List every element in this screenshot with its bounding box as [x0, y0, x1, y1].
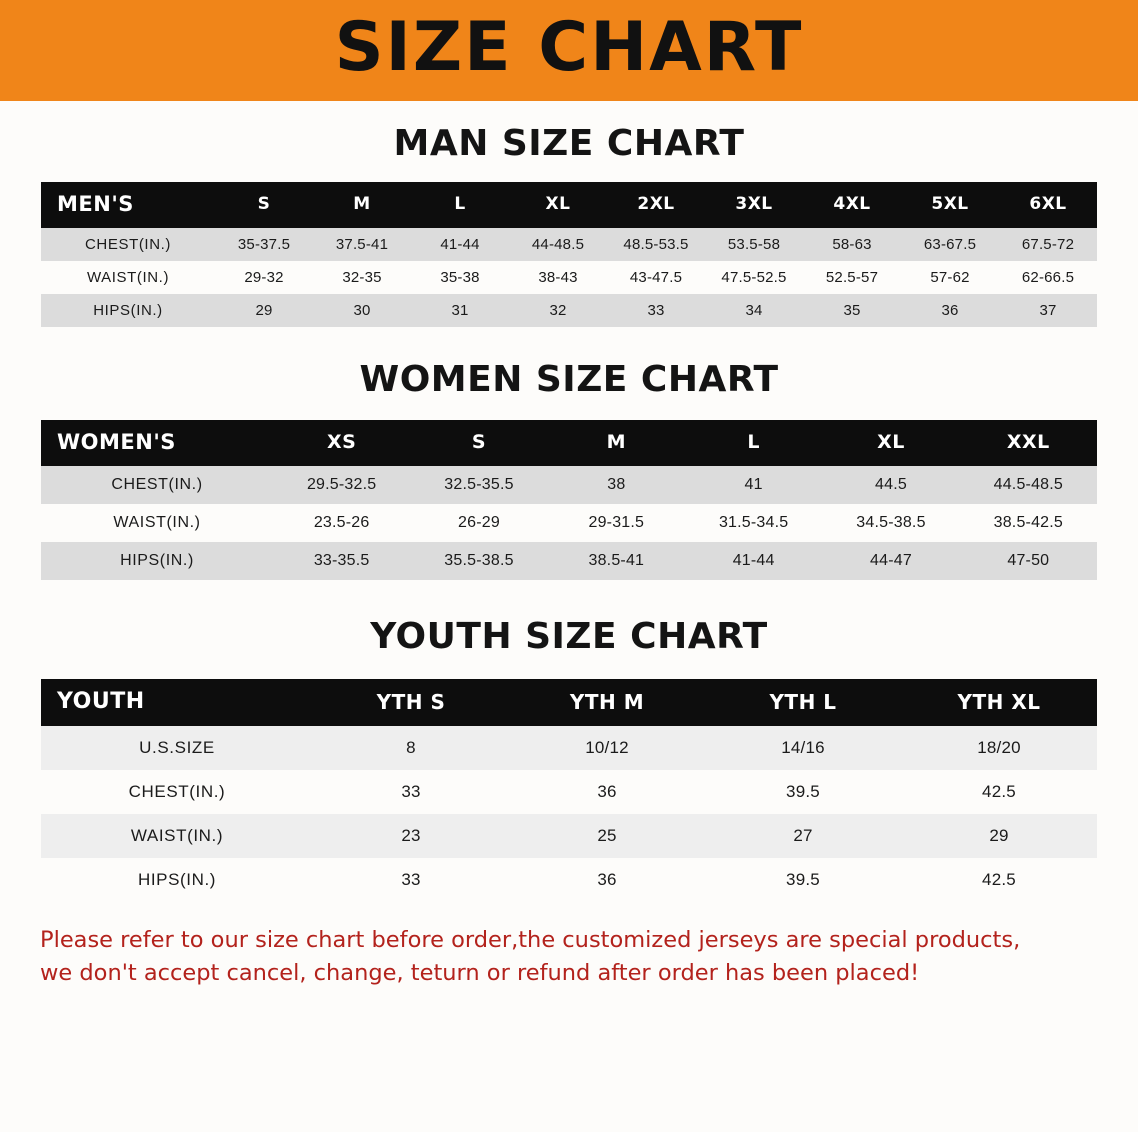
- men-header-m: M: [313, 182, 411, 228]
- men-hips-xl: 32: [509, 294, 607, 327]
- table-row: [41, 294, 1097, 327]
- man-table-wrapper: [41, 182, 1097, 327]
- men-waist-6xl: 62-66.5: [999, 261, 1097, 294]
- men-waist-4xl: 52.5-57: [803, 261, 901, 294]
- women-header-xxl: XXL: [960, 420, 1097, 466]
- women-header-l: L: [685, 420, 822, 466]
- men-row-label-chest: CHEST(IN.): [41, 228, 215, 261]
- men-waist-m: 32-35: [313, 261, 411, 294]
- men-hips-4xl: 35: [803, 294, 901, 327]
- men-header-4xl: 4XL: [803, 182, 901, 228]
- youth-header-m: YTH M: [509, 679, 705, 726]
- women-header-m: M: [548, 420, 685, 466]
- men-waist-5xl: 57-62: [901, 261, 999, 294]
- banner: [0, 0, 1138, 101]
- women-header-s: S: [410, 420, 547, 466]
- youth-size-table: [41, 679, 1097, 902]
- women-header-label: WOMEN'S: [41, 420, 273, 466]
- men-hips-5xl: 36: [901, 294, 999, 327]
- banner-title: SIZE CHART: [334, 7, 804, 87]
- women-hips-s: 35.5-38.5: [410, 542, 547, 580]
- youth-hips-m: 36: [509, 858, 705, 902]
- women-hips-xl: 44-47: [822, 542, 959, 580]
- men-hips-m: 30: [313, 294, 411, 327]
- women-size-table: [41, 420, 1097, 580]
- youth-chest-l: 39.5: [705, 770, 901, 814]
- men-chest-xl: 44-48.5: [509, 228, 607, 261]
- youth-ussize-s: 8: [313, 726, 509, 770]
- disclaimer-line-1: Please refer to our size chart before order,the customized jerseys are special products,: [40, 927, 1021, 953]
- table-row: [41, 726, 1097, 770]
- table-header-row: [41, 679, 1097, 726]
- youth-ussize-m: 10/12: [509, 726, 705, 770]
- women-waist-xxl: 38.5-42.5: [960, 504, 1097, 542]
- table-row: [41, 858, 1097, 902]
- men-header-3xl: 3XL: [705, 182, 803, 228]
- youth-header-l: YTH L: [705, 679, 901, 726]
- table-row: [41, 504, 1097, 542]
- youth-row-label-hips: HIPS(IN.): [41, 858, 313, 902]
- women-hips-xs: 33-35.5: [273, 542, 410, 580]
- youth-waist-l: 27: [705, 814, 901, 858]
- men-chest-5xl: 63-67.5: [901, 228, 999, 261]
- disclaimer-note: [40, 924, 1098, 989]
- women-waist-xl: 34.5-38.5: [822, 504, 959, 542]
- women-waist-s: 26-29: [410, 504, 547, 542]
- youth-header-xl: YTH XL: [901, 679, 1097, 726]
- youth-chest-m: 36: [509, 770, 705, 814]
- men-chest-4xl: 58-63: [803, 228, 901, 261]
- women-row-label-hips: HIPS(IN.): [41, 542, 273, 580]
- women-waist-l: 31.5-34.5: [685, 504, 822, 542]
- women-hips-m: 38.5-41: [548, 542, 685, 580]
- youth-hips-xl: 42.5: [901, 858, 1097, 902]
- men-chest-6xl: 67.5-72: [999, 228, 1097, 261]
- men-waist-xl: 38-43: [509, 261, 607, 294]
- women-row-label-chest: CHEST(IN.): [41, 466, 273, 504]
- youth-header-s: YTH S: [313, 679, 509, 726]
- men-hips-l: 31: [411, 294, 509, 327]
- youth-ussize-xl: 18/20: [901, 726, 1097, 770]
- men-chest-3xl: 53.5-58: [705, 228, 803, 261]
- men-chest-m: 37.5-41: [313, 228, 411, 261]
- men-chest-s: 35-37.5: [215, 228, 313, 261]
- youth-chest-xl: 42.5: [901, 770, 1097, 814]
- women-section-title: WOMEN SIZE CHART: [359, 359, 779, 400]
- women-row-label-waist: WAIST(IN.): [41, 504, 273, 542]
- men-waist-2xl: 43-47.5: [607, 261, 705, 294]
- youth-row-label-waist: WAIST(IN.): [41, 814, 313, 858]
- women-header-xs: XS: [273, 420, 410, 466]
- men-waist-s: 29-32: [215, 261, 313, 294]
- men-hips-6xl: 37: [999, 294, 1097, 327]
- men-header-2xl: 2XL: [607, 182, 705, 228]
- youth-row-label-ussize: U.S.SIZE: [41, 726, 313, 770]
- women-header-xl: XL: [822, 420, 959, 466]
- youth-header-label: YOUTH: [41, 679, 313, 726]
- women-hips-xxl: 47-50: [960, 542, 1097, 580]
- men-header-xl: XL: [509, 182, 607, 228]
- men-hips-2xl: 33: [607, 294, 705, 327]
- table-header-row: [41, 420, 1097, 466]
- youth-hips-l: 39.5: [705, 858, 901, 902]
- men-waist-l: 35-38: [411, 261, 509, 294]
- youth-row-label-chest: CHEST(IN.): [41, 770, 313, 814]
- youth-waist-m: 25: [509, 814, 705, 858]
- women-chest-s: 32.5-35.5: [410, 466, 547, 504]
- table-row: [41, 770, 1097, 814]
- women-hips-l: 41-44: [685, 542, 822, 580]
- table-row: [41, 814, 1097, 858]
- men-header-5xl: 5XL: [901, 182, 999, 228]
- men-header-l: L: [411, 182, 509, 228]
- youth-table-wrapper: [41, 679, 1097, 902]
- youth-chest-s: 33: [313, 770, 509, 814]
- youth-waist-xl: 29: [901, 814, 1097, 858]
- youth-hips-s: 33: [313, 858, 509, 902]
- table-row: [41, 261, 1097, 294]
- men-chest-l: 41-44: [411, 228, 509, 261]
- table-row: [41, 228, 1097, 261]
- women-chest-xl: 44.5: [822, 466, 959, 504]
- youth-ussize-l: 14/16: [705, 726, 901, 770]
- youth-waist-s: 23: [313, 814, 509, 858]
- women-chest-xxl: 44.5-48.5: [960, 466, 1097, 504]
- disclaimer-line-2: we don't accept cancel, change, teturn or refund after order has been placed!: [40, 959, 920, 986]
- table-header-row: [41, 182, 1097, 228]
- women-waist-m: 29-31.5: [548, 504, 685, 542]
- man-section-title: MAN SIZE CHART: [393, 123, 745, 164]
- men-hips-3xl: 34: [705, 294, 803, 327]
- table-row: [41, 542, 1097, 580]
- men-hips-s: 29: [215, 294, 313, 327]
- men-chest-2xl: 48.5-53.5: [607, 228, 705, 261]
- women-chest-xs: 29.5-32.5: [273, 466, 410, 504]
- women-chest-m: 38: [548, 466, 685, 504]
- youth-section-title: YOUTH SIZE CHART: [370, 616, 768, 657]
- men-waist-3xl: 47.5-52.5: [705, 261, 803, 294]
- men-row-label-hips: HIPS(IN.): [41, 294, 215, 327]
- women-chest-l: 41: [685, 466, 822, 504]
- men-header-s: S: [215, 182, 313, 228]
- men-header-label: MEN'S: [41, 182, 215, 228]
- men-row-label-waist: WAIST(IN.): [41, 261, 215, 294]
- table-row: [41, 466, 1097, 504]
- women-waist-xs: 23.5-26: [273, 504, 410, 542]
- men-header-6xl: 6XL: [999, 182, 1097, 228]
- men-size-table: [41, 182, 1097, 327]
- women-table-wrapper: [41, 420, 1097, 580]
